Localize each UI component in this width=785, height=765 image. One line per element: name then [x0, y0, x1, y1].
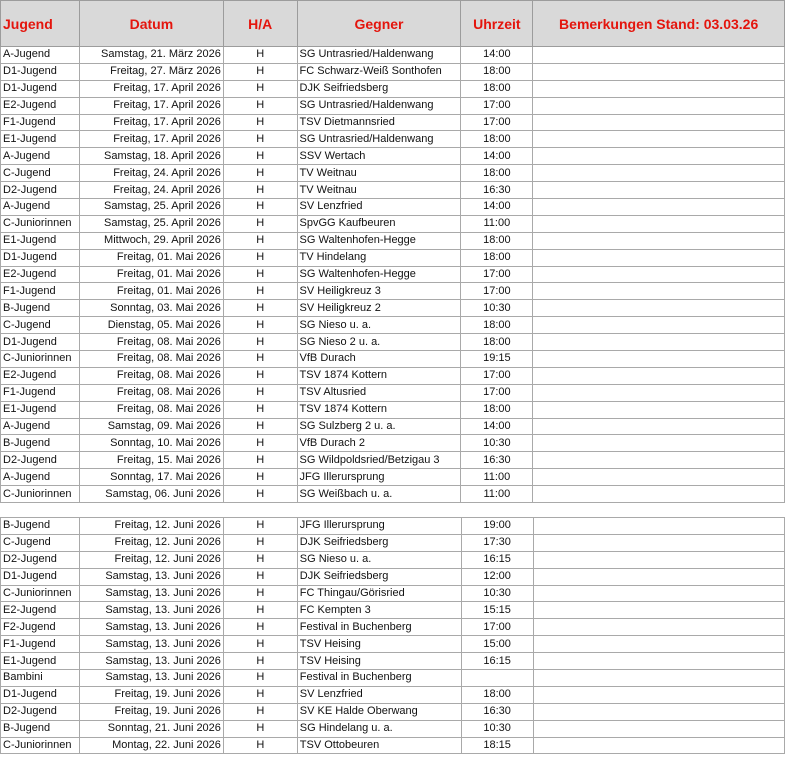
date-cell: Samstag, 13. Juni 2026	[79, 585, 223, 602]
time-cell: 18:00	[461, 249, 533, 266]
table-row	[1, 401, 785, 418]
time-cell: 19:00	[461, 518, 533, 535]
opponent-cell: SG Wildpoldsried/Betzigau 3	[297, 452, 461, 469]
team-cell: A-Jugend	[1, 47, 80, 64]
home-away-cell: H	[223, 401, 297, 418]
date-cell: Samstag, 09. Mai 2026	[79, 418, 223, 435]
home-away-cell: H	[223, 165, 297, 182]
table-row	[1, 602, 785, 619]
time-cell: 10:30	[461, 720, 533, 737]
notes-cell	[533, 737, 784, 754]
opponent-cell: TSV Altusried	[297, 384, 461, 401]
notes-cell	[533, 720, 784, 737]
opponent-cell: SG Nieso u. a.	[297, 317, 461, 334]
time-cell: 14:00	[461, 199, 533, 216]
table-row	[1, 568, 785, 585]
date-cell: Samstag, 13. Juni 2026	[79, 636, 223, 653]
table-row	[1, 80, 785, 97]
opponent-cell: JFG Illerursprung	[297, 518, 461, 535]
notes-cell	[533, 686, 784, 703]
team-cell: A-Jugend	[1, 148, 80, 165]
team-cell: F2-Jugend	[1, 619, 80, 636]
opponent-cell: VfB Durach	[297, 351, 461, 368]
team-cell: E1-Jugend	[1, 401, 80, 418]
home-away-cell: H	[223, 334, 297, 351]
notes-cell	[533, 215, 785, 232]
date-cell: Samstag, 25. April 2026	[79, 215, 223, 232]
home-away-cell: H	[223, 737, 297, 754]
home-away-cell: H	[223, 686, 297, 703]
home-away-cell: H	[223, 568, 297, 585]
team-cell: F1-Jugend	[1, 114, 80, 131]
team-cell: F1-Jugend	[1, 636, 80, 653]
team-cell: B-Jugend	[1, 300, 80, 317]
time-cell: 18:00	[461, 165, 533, 182]
notes-cell	[533, 585, 784, 602]
opponent-cell: TSV 1874 Kottern	[297, 401, 461, 418]
table-row	[1, 215, 785, 232]
table-row	[1, 199, 785, 216]
opponent-cell: TV Hindelang	[297, 249, 461, 266]
opponent-cell: SG Hindelang u. a.	[297, 720, 461, 737]
table-row	[1, 469, 785, 486]
date-cell: Sonntag, 17. Mai 2026	[79, 469, 223, 486]
time-cell: 14:00	[461, 418, 533, 435]
team-cell: D1-Jugend	[1, 568, 80, 585]
date-cell: Samstag, 13. Juni 2026	[79, 619, 223, 636]
date-cell: Freitag, 17. April 2026	[79, 97, 223, 114]
team-cell: C-Juniorinnen	[1, 737, 80, 754]
notes-cell	[533, 317, 785, 334]
home-away-cell: H	[223, 653, 297, 670]
table-row	[1, 686, 785, 703]
notes-cell	[533, 97, 785, 114]
home-away-cell: H	[223, 452, 297, 469]
team-cell: A-Jugend	[1, 418, 80, 435]
home-away-cell: H	[223, 585, 297, 602]
time-cell: 11:00	[461, 486, 533, 503]
date-cell: Samstag, 21. März 2026	[79, 47, 223, 64]
opponent-cell: SV Heiligkreuz 2	[297, 300, 461, 317]
time-cell: 18:00	[461, 131, 533, 148]
date-cell: Freitag, 08. Mai 2026	[79, 351, 223, 368]
team-cell: B-Jugend	[1, 435, 80, 452]
opponent-cell: TV Weitnau	[297, 182, 461, 199]
home-away-cell: H	[223, 367, 297, 384]
date-cell: Samstag, 18. April 2026	[79, 148, 223, 165]
team-cell: E2-Jugend	[1, 97, 80, 114]
time-cell: 18:00	[461, 80, 533, 97]
date-cell: Sonntag, 10. Mai 2026	[79, 435, 223, 452]
home-away-cell: H	[223, 551, 297, 568]
home-away-cell: H	[223, 602, 297, 619]
team-cell: D2-Jugend	[1, 452, 80, 469]
opponent-cell: TSV Heising	[297, 653, 461, 670]
header-notes: Bemerkungen Stand: 03.03.26	[533, 1, 785, 47]
team-cell: E1-Jugend	[1, 653, 80, 670]
table-row	[1, 619, 785, 636]
opponent-cell: TV Weitnau	[297, 165, 461, 182]
date-cell: Samstag, 06. Juni 2026	[79, 486, 223, 503]
time-cell: 18:00	[461, 686, 533, 703]
table-row	[1, 165, 785, 182]
team-cell: E1-Jugend	[1, 232, 80, 249]
date-cell: Freitag, 08. Mai 2026	[79, 401, 223, 418]
opponent-cell: DJK Seifriedsberg	[297, 80, 461, 97]
date-cell: Freitag, 19. Juni 2026	[79, 703, 223, 720]
time-cell: 12:00	[461, 568, 533, 585]
home-away-cell: H	[223, 720, 297, 737]
team-cell: F1-Jugend	[1, 384, 80, 401]
time-cell: 17:00	[461, 384, 533, 401]
time-cell: 17:00	[461, 114, 533, 131]
notes-cell	[533, 435, 785, 452]
time-cell: 18:00	[461, 63, 533, 80]
table-row	[1, 534, 785, 551]
date-cell: Freitag, 08. Mai 2026	[79, 384, 223, 401]
team-cell: D2-Jugend	[1, 182, 80, 199]
date-cell: Freitag, 17. April 2026	[79, 131, 223, 148]
notes-cell	[533, 486, 785, 503]
notes-cell	[533, 619, 784, 636]
table-row	[1, 63, 785, 80]
date-cell: Freitag, 12. Juni 2026	[79, 518, 223, 535]
home-away-cell: H	[223, 486, 297, 503]
date-cell: Montag, 22. Juni 2026	[79, 737, 223, 754]
table-row	[1, 518, 785, 535]
home-away-cell: H	[223, 63, 297, 80]
notes-cell	[533, 131, 785, 148]
date-cell: Freitag, 12. Juni 2026	[79, 534, 223, 551]
notes-cell	[533, 300, 785, 317]
time-cell: 15:15	[461, 602, 533, 619]
opponent-cell: JFG Illerursprung	[297, 469, 461, 486]
opponent-cell: SG Waltenhofen-Hegge	[297, 232, 461, 249]
table-row	[1, 148, 785, 165]
table-row	[1, 300, 785, 317]
notes-cell	[533, 418, 785, 435]
date-cell: Freitag, 27. März 2026	[79, 63, 223, 80]
table-row	[1, 435, 785, 452]
home-away-cell: H	[223, 80, 297, 97]
date-cell: Freitag, 01. Mai 2026	[79, 283, 223, 300]
team-cell: F1-Jugend	[1, 283, 80, 300]
home-away-cell: H	[223, 131, 297, 148]
time-cell: 17:00	[461, 97, 533, 114]
team-cell: C-Juniorinnen	[1, 351, 80, 368]
date-cell: Freitag, 17. April 2026	[79, 80, 223, 97]
team-cell: E2-Jugend	[1, 266, 80, 283]
team-cell: E1-Jugend	[1, 131, 80, 148]
team-cell: D2-Jugend	[1, 551, 80, 568]
notes-cell	[533, 551, 784, 568]
table-row	[1, 131, 785, 148]
notes-cell	[533, 266, 785, 283]
team-cell: A-Jugend	[1, 199, 80, 216]
time-cell: 10:30	[461, 435, 533, 452]
table-row	[1, 266, 785, 283]
opponent-cell: SSV Wertach	[297, 148, 461, 165]
team-cell: D1-Jugend	[1, 80, 80, 97]
home-away-cell: H	[223, 97, 297, 114]
notes-cell	[533, 602, 784, 619]
table-row	[1, 585, 785, 602]
notes-cell	[533, 401, 785, 418]
notes-cell	[533, 367, 785, 384]
home-away-cell: H	[223, 469, 297, 486]
table-row	[1, 334, 785, 351]
table-row	[1, 452, 785, 469]
opponent-cell: FC Kempten 3	[297, 602, 461, 619]
time-cell	[461, 670, 533, 687]
table-row	[1, 114, 785, 131]
time-cell: 15:00	[461, 636, 533, 653]
notes-cell	[533, 232, 785, 249]
date-cell: Freitag, 24. April 2026	[79, 182, 223, 199]
notes-cell	[533, 636, 784, 653]
home-away-cell: H	[223, 232, 297, 249]
opponent-cell: SV Lenzfried	[297, 199, 461, 216]
notes-cell	[533, 148, 785, 165]
notes-cell	[533, 199, 785, 216]
time-cell: 11:00	[461, 469, 533, 486]
home-away-cell: H	[223, 199, 297, 216]
home-away-cell: H	[223, 317, 297, 334]
team-cell: D1-Jugend	[1, 249, 80, 266]
notes-cell	[533, 283, 785, 300]
time-cell: 14:00	[461, 148, 533, 165]
team-cell: Bambini	[1, 670, 80, 687]
notes-cell	[533, 670, 784, 687]
opponent-cell: FC Schwarz-Weiß Sonthofen	[297, 63, 461, 80]
time-cell: 18:00	[461, 317, 533, 334]
notes-cell	[533, 703, 784, 720]
table-row	[1, 47, 785, 64]
opponent-cell: TSV Ottobeuren	[297, 737, 461, 754]
home-away-cell: H	[223, 636, 297, 653]
home-away-cell: H	[223, 384, 297, 401]
opponent-cell: SpvGG Kaufbeuren	[297, 215, 461, 232]
home-away-cell: H	[223, 670, 297, 687]
date-cell: Samstag, 25. April 2026	[79, 199, 223, 216]
home-away-cell: H	[223, 283, 297, 300]
home-away-cell: H	[223, 418, 297, 435]
time-cell: 16:30	[461, 703, 533, 720]
notes-cell	[533, 249, 785, 266]
notes-cell	[533, 47, 785, 64]
team-cell: B-Jugend	[1, 720, 80, 737]
date-cell: Samstag, 13. Juni 2026	[79, 602, 223, 619]
time-cell: 16:15	[461, 653, 533, 670]
date-cell: Freitag, 01. Mai 2026	[79, 249, 223, 266]
opponent-cell: SG Waltenhofen-Hegge	[297, 266, 461, 283]
table-row	[1, 317, 785, 334]
home-away-cell: H	[223, 215, 297, 232]
home-away-cell: H	[223, 619, 297, 636]
team-cell: E2-Jugend	[1, 367, 80, 384]
opponent-cell: VfB Durach 2	[297, 435, 461, 452]
home-away-cell: H	[223, 351, 297, 368]
header-team: Jugend	[1, 1, 80, 47]
home-away-cell: H	[223, 266, 297, 283]
time-cell: 10:30	[461, 585, 533, 602]
opponent-cell: SG Sulzberg 2 u. a.	[297, 418, 461, 435]
notes-cell	[533, 469, 785, 486]
opponent-cell: SG Nieso 2 u. a.	[297, 334, 461, 351]
date-cell: Mittwoch, 29. April 2026	[79, 232, 223, 249]
opponent-cell: SV Heiligkreuz 3	[297, 283, 461, 300]
time-cell: 18:00	[461, 334, 533, 351]
date-cell: Freitag, 24. April 2026	[79, 165, 223, 182]
opponent-cell: SG Nieso u. a.	[297, 551, 461, 568]
team-cell: E2-Jugend	[1, 602, 80, 619]
opponent-cell: TSV 1874 Kottern	[297, 367, 461, 384]
table-row	[1, 670, 785, 687]
notes-cell	[533, 165, 785, 182]
home-away-cell: H	[223, 435, 297, 452]
table-row	[1, 720, 785, 737]
time-cell: 16:30	[461, 452, 533, 469]
notes-cell	[533, 518, 784, 535]
home-away-cell: H	[223, 249, 297, 266]
header-date: Datum	[79, 1, 223, 47]
team-cell: D1-Jugend	[1, 63, 80, 80]
date-cell: Dienstag, 05. Mai 2026	[79, 317, 223, 334]
home-away-cell: H	[223, 182, 297, 199]
time-cell: 17:30	[461, 534, 533, 551]
date-cell: Sonntag, 21. Juni 2026	[79, 720, 223, 737]
team-cell: C-Juniorinnen	[1, 585, 80, 602]
time-cell: 14:00	[461, 47, 533, 64]
notes-cell	[533, 568, 784, 585]
table-row	[1, 636, 785, 653]
table-row	[1, 418, 785, 435]
notes-cell	[533, 63, 785, 80]
time-cell: 18:00	[461, 232, 533, 249]
opponent-cell: Festival in Buchenberg	[297, 619, 461, 636]
notes-cell	[533, 534, 784, 551]
date-cell: Freitag, 01. Mai 2026	[79, 266, 223, 283]
table-row	[1, 367, 785, 384]
opponent-cell: DJK Seifriedsberg	[297, 568, 461, 585]
home-away-cell: H	[223, 300, 297, 317]
time-cell: 16:15	[461, 551, 533, 568]
notes-cell	[533, 334, 785, 351]
time-cell: 10:30	[461, 300, 533, 317]
team-cell: C-Juniorinnen	[1, 486, 80, 503]
time-cell: 19:15	[461, 351, 533, 368]
team-cell: A-Jugend	[1, 469, 80, 486]
table-row	[1, 283, 785, 300]
notes-cell	[533, 653, 784, 670]
opponent-cell: SV KE Halde Oberwang	[297, 703, 461, 720]
team-cell: C-Jugend	[1, 534, 80, 551]
date-cell: Samstag, 13. Juni 2026	[79, 568, 223, 585]
table-row	[1, 653, 785, 670]
time-cell: 18:00	[461, 401, 533, 418]
date-cell: Sonntag, 03. Mai 2026	[79, 300, 223, 317]
date-cell: Freitag, 12. Juni 2026	[79, 551, 223, 568]
header-home-away: H/A	[223, 1, 297, 47]
table-row	[1, 384, 785, 401]
team-cell: C-Jugend	[1, 165, 80, 182]
notes-cell	[533, 114, 785, 131]
notes-cell	[533, 182, 785, 199]
team-cell: D2-Jugend	[1, 703, 80, 720]
home-away-cell: H	[223, 114, 297, 131]
opponent-cell: FC Thingau/Görisried	[297, 585, 461, 602]
opponent-cell: DJK Seifriedsberg	[297, 534, 461, 551]
notes-cell	[533, 351, 785, 368]
table-row	[1, 232, 785, 249]
team-cell: C-Juniorinnen	[1, 215, 80, 232]
header-time: Uhrzeit	[461, 1, 533, 47]
date-cell: Freitag, 17. April 2026	[79, 114, 223, 131]
time-cell: 17:00	[461, 619, 533, 636]
table-row	[1, 351, 785, 368]
time-cell: 11:00	[461, 215, 533, 232]
table-row	[1, 703, 785, 720]
date-cell: Freitag, 19. Juni 2026	[79, 686, 223, 703]
team-cell: C-Jugend	[1, 317, 80, 334]
table-row	[1, 486, 785, 503]
team-cell: B-Jugend	[1, 518, 80, 535]
opponent-cell: TSV Dietmannsried	[297, 114, 461, 131]
team-cell: D1-Jugend	[1, 334, 80, 351]
date-cell: Freitag, 08. Mai 2026	[79, 367, 223, 384]
opponent-cell: SG Untrasried/Haldenwang	[297, 47, 461, 64]
time-cell: 17:00	[461, 367, 533, 384]
opponent-cell: SG Untrasried/Haldenwang	[297, 97, 461, 114]
date-cell: Freitag, 08. Mai 2026	[79, 334, 223, 351]
header-row	[1, 1, 785, 47]
notes-cell	[533, 80, 785, 97]
table-row	[1, 249, 785, 266]
opponent-cell: SG Untrasried/Haldenwang	[297, 131, 461, 148]
opponent-cell: TSV Heising	[297, 636, 461, 653]
opponent-cell: Festival in Buchenberg	[297, 670, 461, 687]
home-away-cell: H	[223, 148, 297, 165]
schedule-table-2	[0, 517, 785, 754]
notes-cell	[533, 384, 785, 401]
date-cell: Freitag, 15. Mai 2026	[79, 452, 223, 469]
team-cell: D1-Jugend	[1, 686, 80, 703]
home-away-cell: H	[223, 703, 297, 720]
time-cell: 18:15	[461, 737, 533, 754]
table-row	[1, 182, 785, 199]
opponent-cell: SG Weißbach u. a.	[297, 486, 461, 503]
time-cell: 17:00	[461, 283, 533, 300]
table-row	[1, 737, 785, 754]
opponent-cell: SV Lenzfried	[297, 686, 461, 703]
home-away-cell: H	[223, 518, 297, 535]
date-cell: Samstag, 13. Juni 2026	[79, 653, 223, 670]
table-row	[1, 97, 785, 114]
time-cell: 17:00	[461, 266, 533, 283]
date-cell: Samstag, 13. Juni 2026	[79, 670, 223, 687]
table-row	[1, 551, 785, 568]
home-away-cell: H	[223, 534, 297, 551]
time-cell: 16:30	[461, 182, 533, 199]
notes-cell	[533, 452, 785, 469]
home-away-cell: H	[223, 47, 297, 64]
header-opponent: Gegner	[297, 1, 461, 47]
